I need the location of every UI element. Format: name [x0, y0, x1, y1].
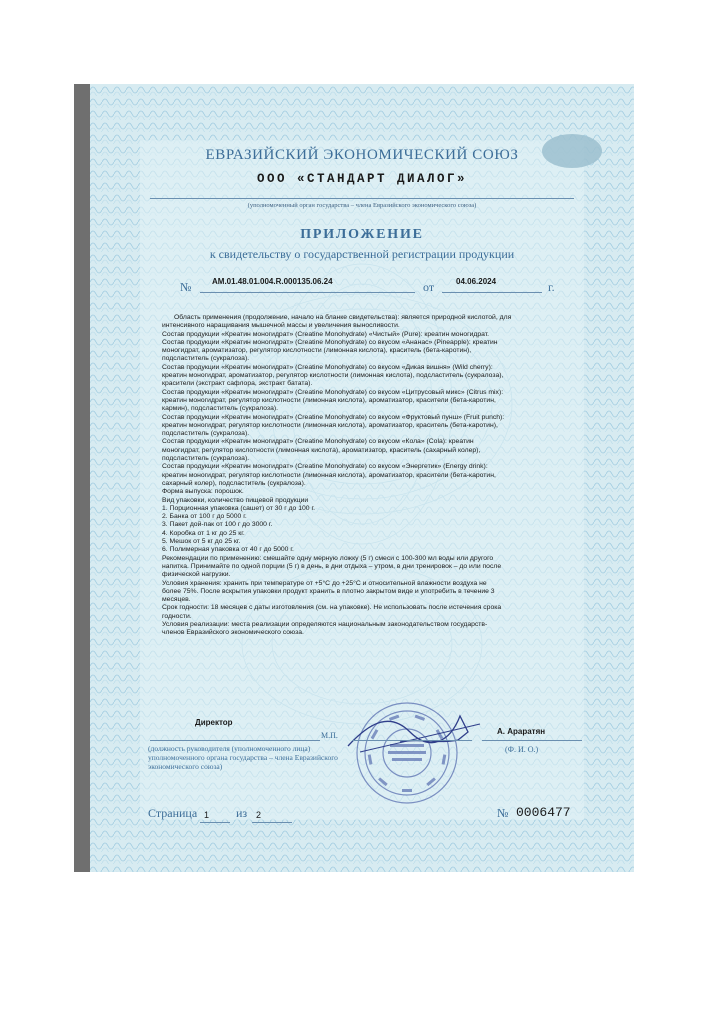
body-line: интенсивного наращивания мышечной массы и увеличения выносливости. — [162, 322, 400, 330]
body-line: более 75%. После вскрытия упаковки продукт хранить в плотно закрытом виде и употребить в течение 3 — [162, 587, 495, 595]
body-line: сахарный колер), подсластитель (сукралоза). — [162, 479, 306, 487]
of-label: из — [236, 806, 248, 820]
authority-caption: (уполномоченный орган государства – члена Евразийского экономического союза) — [247, 202, 477, 209]
position-line — [150, 740, 320, 741]
body-line: креатин моногидрат, ароматизатор, регулятор кислотности (лимонная кислота), подсластитель (сукралоза), — [162, 372, 504, 380]
body-line: 1. Порционная упаковка (сашет) от 30 г до 100 г. — [162, 504, 315, 512]
body-line: Состав продукции «Креатин моногидрат» (Creatine Monohydrate) со вкусом «Цитрусовый микс» (Citrus mix): — [162, 388, 504, 396]
body-line: 3. Пакет дой-пак от 100 г до 3000 г. — [162, 521, 273, 529]
director-label: Директор — [195, 718, 233, 727]
body-line: месяцев. — [162, 596, 191, 604]
date-underline — [442, 292, 542, 293]
certificate-sheet — [90, 84, 634, 872]
body-line: Вид упаковки, количество пищевой продукции — [162, 496, 309, 504]
body-line: физической нагрузки. — [162, 571, 231, 579]
body-line: Состав продукции «Креатин моногидрат» (Creatine Monohydrate) со вкусом «Дикая вишня» (Wild cherry): — [162, 363, 493, 371]
company-name: ООО «СТАНДАРТ ДИАЛОГ» — [256, 172, 468, 186]
body-line: членов Евразийского экономического союза. — [162, 629, 304, 637]
appendix-title: ПРИЛОЖЕНИЕ — [300, 227, 424, 242]
page-total: 2 — [256, 810, 262, 820]
certificate-date: 04.06.2024 — [456, 277, 497, 286]
page-current: 1 — [204, 810, 210, 820]
body-line: Форма выпуска: порошок. — [162, 488, 244, 496]
body-line: креатин моногидрат, регулятор кислотности (лимонная кислота), ароматизатор, красители (бета-каротин, — [162, 471, 496, 479]
body-line: моногидрат, регулятор кислотности (лимонная кислота), ароматизатор, краситель (сахарный колер), — [162, 446, 481, 454]
fio-line — [482, 740, 582, 741]
header-rule — [150, 198, 574, 199]
mp-label: М.П. — [321, 731, 338, 740]
body-line: Условия хранения: хранить при температуре от +5°С до +25°С и относительной влажности воздуха не — [162, 579, 487, 587]
body-line: Рекомендации по применению: смешайте одну мерную ложку (5 г) смеси с 100-300 мл воды или другого — [162, 554, 494, 562]
body-line: подсластитель (сукралоза). — [162, 355, 250, 363]
serial-number: 0006477 — [516, 805, 571, 820]
body-line: Состав продукции «Креатин моногидрат» (Creatine Monohydrate) со вкусом «Энергетик» (Energy drink): — [162, 463, 488, 471]
body-line: 2. Банка от 100 г до 5000 г. — [162, 513, 247, 521]
body-line: креатин моногидрат, регулятор кислотности (лимонная кислота), ароматизатор, красители (бета-каротин, — [162, 396, 496, 404]
body-line: Состав продукции «Креатин моногидрат» (Creatine Monohydrate) со вкусом «Кола» (Cola): креатин — [162, 438, 474, 446]
page-total-line — [252, 822, 292, 823]
page-label: Страница — [148, 806, 198, 820]
signature-line — [352, 740, 472, 741]
number-underline — [200, 292, 415, 293]
date-prefix: от — [423, 280, 435, 294]
year-suffix: г. — [548, 280, 555, 294]
body-line: красители (экстракт сафлора, экстракт батата). — [162, 380, 313, 388]
body-line: кармин), подсластитель (сукралоза). — [162, 405, 279, 413]
number-label: № — [180, 280, 192, 294]
body-line: подсластитель (сукралоза). — [162, 455, 250, 463]
body-line: 4. Коробка от 1 кг до 25 кг. — [162, 529, 245, 537]
body-line: 5. Мешок от 5 кг до 25 кг. — [162, 538, 241, 546]
body-line: моногидрат, ароматизатор, регулятор кислотности (лимонная кислота), краситель (бета-каротин), — [162, 347, 472, 355]
body-line: Состав продукции «Креатин моногидрат» (Creatine Monohydrate) со вкусом «Фруктовый пунш» (Fruit punch): — [162, 413, 505, 421]
scan-edge — [74, 84, 90, 872]
body-line: креатин моногидрат, регулятор кислотности (лимонная кислота), ароматизатор, краситель (бета-каротин), — [162, 421, 498, 429]
body-line: подсластитель (сукралоза). — [162, 430, 250, 438]
certificate-number: AM.01.48.01.004.R.000135.06.24 — [212, 277, 333, 286]
serial-label: № — [497, 806, 509, 820]
page-current-line — [200, 822, 230, 823]
body-line: Состав продукции «Креатин моногидрат» (Creatine Monohydrate) со вкусом «Ананас» (Pineapple): креатин — [162, 338, 498, 346]
body-line: Область применения (продолжение, начало на бланке свидетельства): является природной кислотой, для — [174, 314, 512, 321]
signer-name: А. Араратян — [497, 727, 546, 736]
union-title: ЕВРАЗИЙСКИЙ ЭКОНОМИЧЕСКИЙ СОЮЗ — [205, 147, 519, 163]
handwritten-signature — [340, 702, 490, 760]
body-line: Срок годности: 18 месяцев с даты изготовления (см. на упаковке). Не использовать после истечения срока — [162, 604, 502, 612]
position-caption: (должность руководителя (уполномоченного лица) уполномоченного органа государства – члена Евразийского экономического союза) — [148, 744, 338, 771]
body-line: Состав продукции «Креатин моногидрат» (Creatine Monohydrate) «Чистый» (Pure): креатин моногидрат. — [162, 330, 490, 338]
body-line: годности. — [162, 612, 192, 620]
body-line: напитка. Принимайте по одной порции (5 г) в день, в дни отдыха – утром, в дни тренировок – до или после — [162, 562, 502, 570]
fio-caption: (Ф. И. О.) — [505, 745, 539, 754]
body-line: Условия реализации: места реализации определяются национальным законодательством государств- — [162, 620, 488, 628]
appendix-body — [162, 314, 582, 638]
body-line: 6. Полимерная упаковка от 40 г до 5000 г. — [162, 546, 294, 554]
appendix-subtitle: к свидетельству о государственной регистрации продукции — [209, 247, 515, 261]
